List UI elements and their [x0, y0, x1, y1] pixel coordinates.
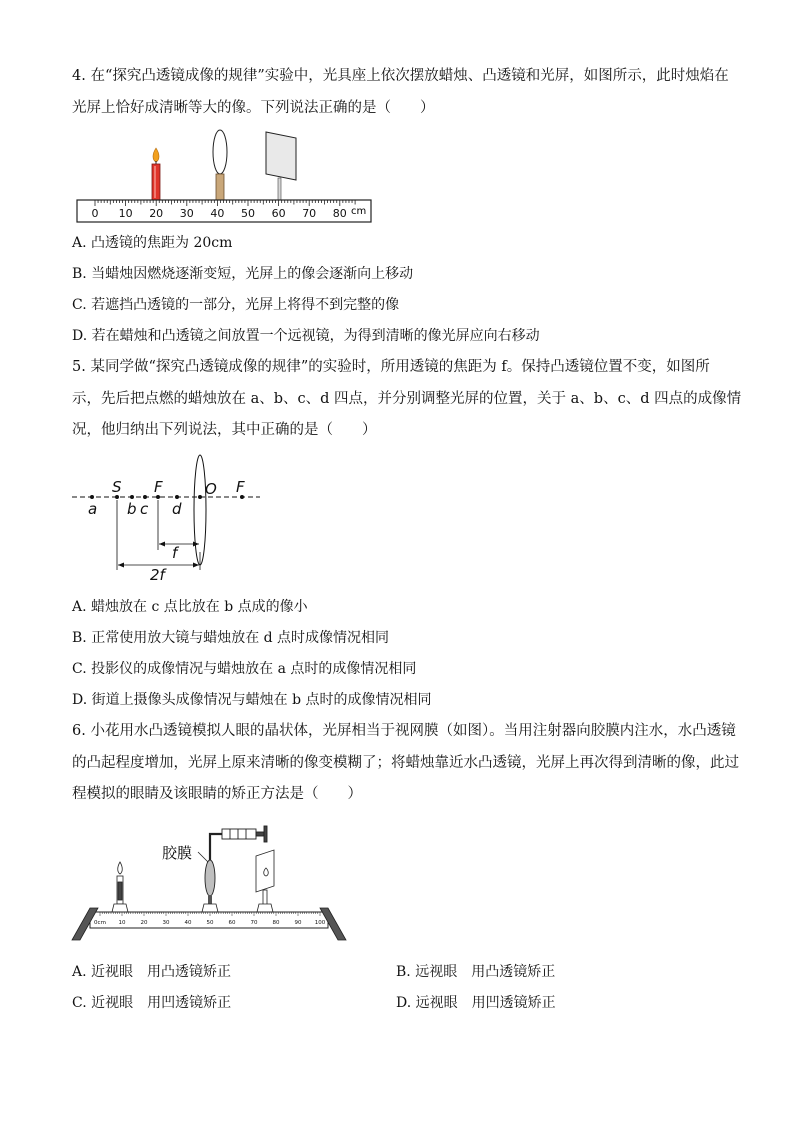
q5-label-f-left: F [154, 478, 163, 496]
q4-ruler-tick-label: 0 [91, 207, 99, 220]
q5-option-c[interactable]: C. 投影仪的成像情况与蜡烛放在 a 点时的成像情况相同 [72, 661, 417, 677]
q5-stem-line3: 况，他归纳出下列说法，其中正确的是（ ） [72, 422, 377, 438]
q6-candle [117, 862, 123, 904]
q6-option-a[interactable]: A. 近视眼 用凸透镜矫正 [72, 964, 232, 980]
q5-option-d[interactable]: D. 街道上摄像头成像情况与蜡烛在 b 点时的成像情况相同 [72, 692, 432, 708]
q4-ruler-tick-label: 70 [302, 207, 317, 220]
q5-lens-diagram [70, 452, 270, 584]
q6-stem-line2: 的凸起程度增加，光屏上原来清晰的像变模糊了；将蜡烛靠近水凸透镜，光屏上再次得到清晰的像，此过 [72, 755, 739, 771]
q4-ruler-tick-label: 80 [332, 207, 347, 220]
q6-ruler-tick-label: 20 [140, 920, 148, 926]
q6-option-c[interactable]: C. 近视眼 用凹透镜矫正 [72, 995, 232, 1011]
q5-option-b[interactable]: B. 正常使用放大镜与蜡烛放在 d 点时成像情况相同 [72, 630, 390, 646]
q6-ruler-tick-label: 10 [118, 920, 126, 926]
q4-option-c[interactable]: C. 若遮挡凸透镜的一部分，光屏上将得不到完整的像 [72, 297, 400, 313]
q5-label-a: a [88, 500, 98, 518]
q6-ruler-tick-label: 0cm [94, 920, 106, 926]
q4-option-a[interactable]: A. 凸透镜的焦距为 20cm [72, 235, 233, 251]
q5-point-c [143, 495, 147, 499]
q5-convex-lens [194, 455, 206, 565]
q5-option-a[interactable]: A. 蜡烛放在 c 点比放在 b 点成的像小 [72, 599, 308, 615]
q5-label-2f: 2f [150, 566, 165, 584]
q4-ruler-tick-label: 30 [179, 207, 194, 220]
q6-ruler-tick-label: 100 [314, 920, 326, 926]
q4-option-d[interactable]: D. 若在蜡烛和凸透镜之间放置一个远视镜，为得到清晰的像光屏应向右移动 [72, 328, 540, 344]
q5-stem-line2: 示，先后把点燃的蜡烛放在 a、b、c、d 四点，并分别调整光屏的位置，关于 a、b、c、d 四点的成像情 [72, 391, 742, 407]
q5-point-d [175, 495, 179, 499]
q4-option-b[interactable]: B. 当蜡烛因燃烧逐渐变短，光屏上的像会逐渐向上移动 [72, 266, 414, 282]
q4-convex-lens [213, 130, 227, 200]
q4-optical-bench-figure [74, 128, 374, 224]
q6-ruler-tick-label: 90 [294, 920, 302, 926]
q4-stem-line2: 光屏上恰好成清晰等大的像。下列说法正确的是（ ） [72, 100, 435, 116]
q4-ruler-tick-label: 20 [149, 207, 164, 220]
q6-ruler-tick-label: 40 [184, 920, 192, 926]
q6-ruler-tick-label: 50 [206, 920, 214, 926]
q6-ruler-tick-label: 30 [162, 920, 170, 926]
q6-water-lens [205, 860, 215, 908]
q5-point-b [130, 495, 134, 499]
q6-water-lens-figure [70, 820, 350, 945]
q6-ruler-tick-label: 60 [228, 920, 236, 926]
q5-label-s: S [112, 478, 122, 496]
q4-ruler-tick-label: 10 [118, 207, 133, 220]
q4-ruler-tick-label: 60 [271, 207, 286, 220]
q4-candle [152, 148, 160, 200]
q4-stem-line1: 4. 在“探究凸透镜成像的规律”实验中，光具座上依次摆放蜡烛、凸透镜和光屏，如图所示，此时烛焰在 [72, 68, 729, 84]
q5-label-b: b [127, 500, 137, 518]
q6-stem-line1: 6. 小花用水凸透镜模拟人眼的晶状体，光屏相当于视网膜（如图）。当用注射器向胶膜内注水，水凸透镜 [72, 723, 736, 739]
q5-point-o [198, 495, 202, 499]
q5-label-f-right: F [236, 478, 245, 496]
q5-label-f: f [172, 544, 178, 562]
q5-stem-line1: 5. 某同学做“探究凸透镜成像的规律”的实验时，所用透镜的焦距为 f。保持凸透镜位置不变，如图所 [72, 359, 710, 375]
q6-option-d[interactable]: D. 远视眼 用凹透镜矫正 [396, 995, 556, 1011]
q5-label-d: d [172, 500, 182, 518]
q6-membrane-label: 胶膜 [162, 844, 193, 862]
q6-light-screen [256, 850, 274, 906]
q6-ruler-tick-label: 70 [250, 920, 258, 926]
q4-ruler-unit: cm [351, 206, 367, 217]
q6-ruler-tick-label: 80 [272, 920, 280, 926]
q4-light-screen [266, 132, 296, 200]
q5-point-a [90, 495, 94, 499]
q5-label-o: O [205, 480, 217, 498]
q5-label-c: c [140, 500, 149, 518]
q6-option-b[interactable]: B. 远视眼 用凸透镜矫正 [396, 964, 556, 980]
q6-stem-line3: 程模拟的眼睛及该眼睛的矫正方法是（ ） [72, 786, 362, 802]
q4-ruler-tick-label: 50 [241, 207, 255, 220]
q4-ruler-tick-label: 40 [210, 207, 225, 220]
